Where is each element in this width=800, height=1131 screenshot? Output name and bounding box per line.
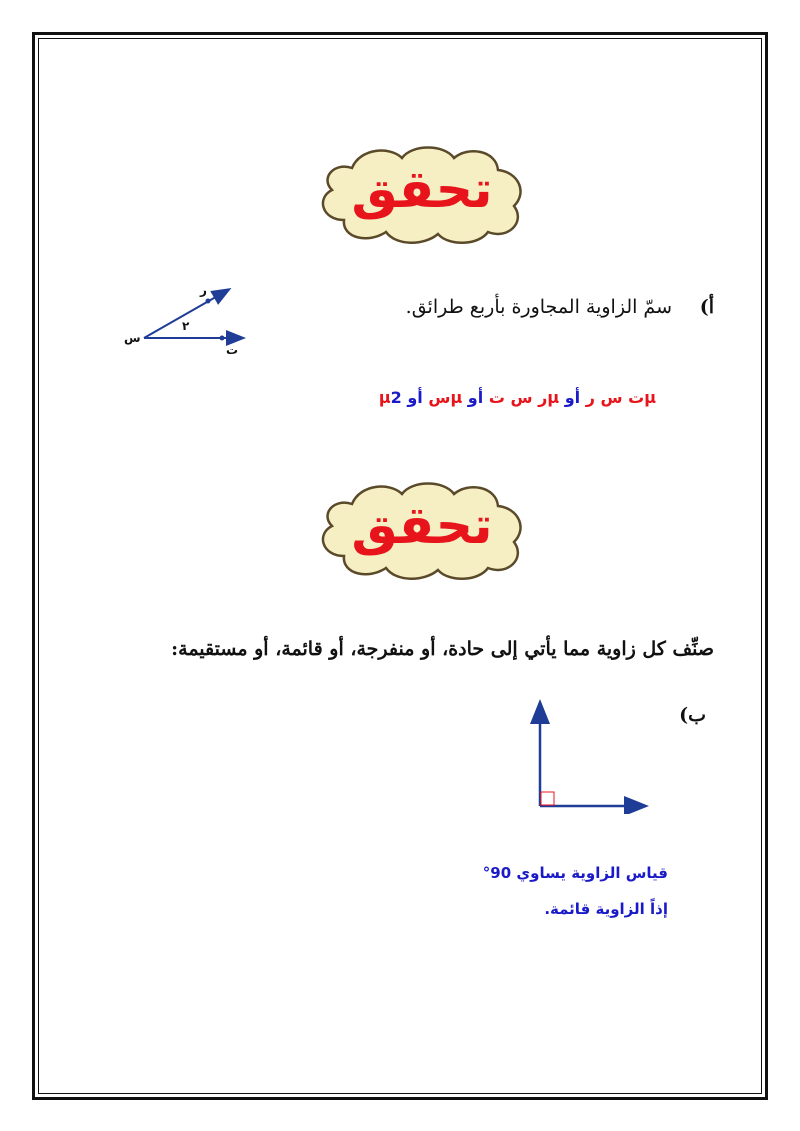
question-b-label: ب) — [679, 704, 706, 726]
solution-b-line-2: إذاً الزاوية قائمة. — [544, 900, 668, 918]
point-upper-dot — [206, 299, 211, 304]
vertex-label: س — [124, 331, 141, 345]
point-lower-dot — [220, 336, 225, 341]
answer-a-or-3: أو — [407, 388, 423, 407]
point-upper-label: ر — [200, 283, 207, 297]
answer-a-part-4: µ — [378, 388, 391, 407]
check-title-1: تحقق — [351, 160, 493, 220]
answer-a-or-1: أو — [564, 388, 581, 407]
angle-number-label: ٢ — [182, 319, 190, 333]
check-title-2: تحقق — [351, 496, 493, 556]
solution-b-line-1: قياس الزاوية يساوي 90° — [482, 864, 668, 882]
answer-a — [379, 388, 656, 407]
answer-a-part-3: µس — [428, 388, 463, 407]
answer-a-or-2: أو — [467, 388, 484, 407]
question-a-label: أ) — [699, 296, 714, 318]
answer-a-part-4-num: 2 — [390, 388, 402, 407]
classify-instruction: صنِّف كل زاوية مما يأتي إلى حادة، أو منفرجة، أو قائمة، أو مستقيمة: — [171, 638, 714, 660]
right-angle-figure-b — [526, 696, 652, 814]
right-angle-marker — [541, 792, 554, 805]
question-a-text: سمّ الزاوية المجاورة بأربع طرائق. — [405, 296, 672, 318]
answer-a-part-1: µت س ر — [585, 388, 656, 407]
point-lower-label: ت — [226, 343, 239, 357]
angle-figure-a — [118, 278, 258, 360]
answer-a-part-2: µر س ت — [488, 388, 560, 407]
